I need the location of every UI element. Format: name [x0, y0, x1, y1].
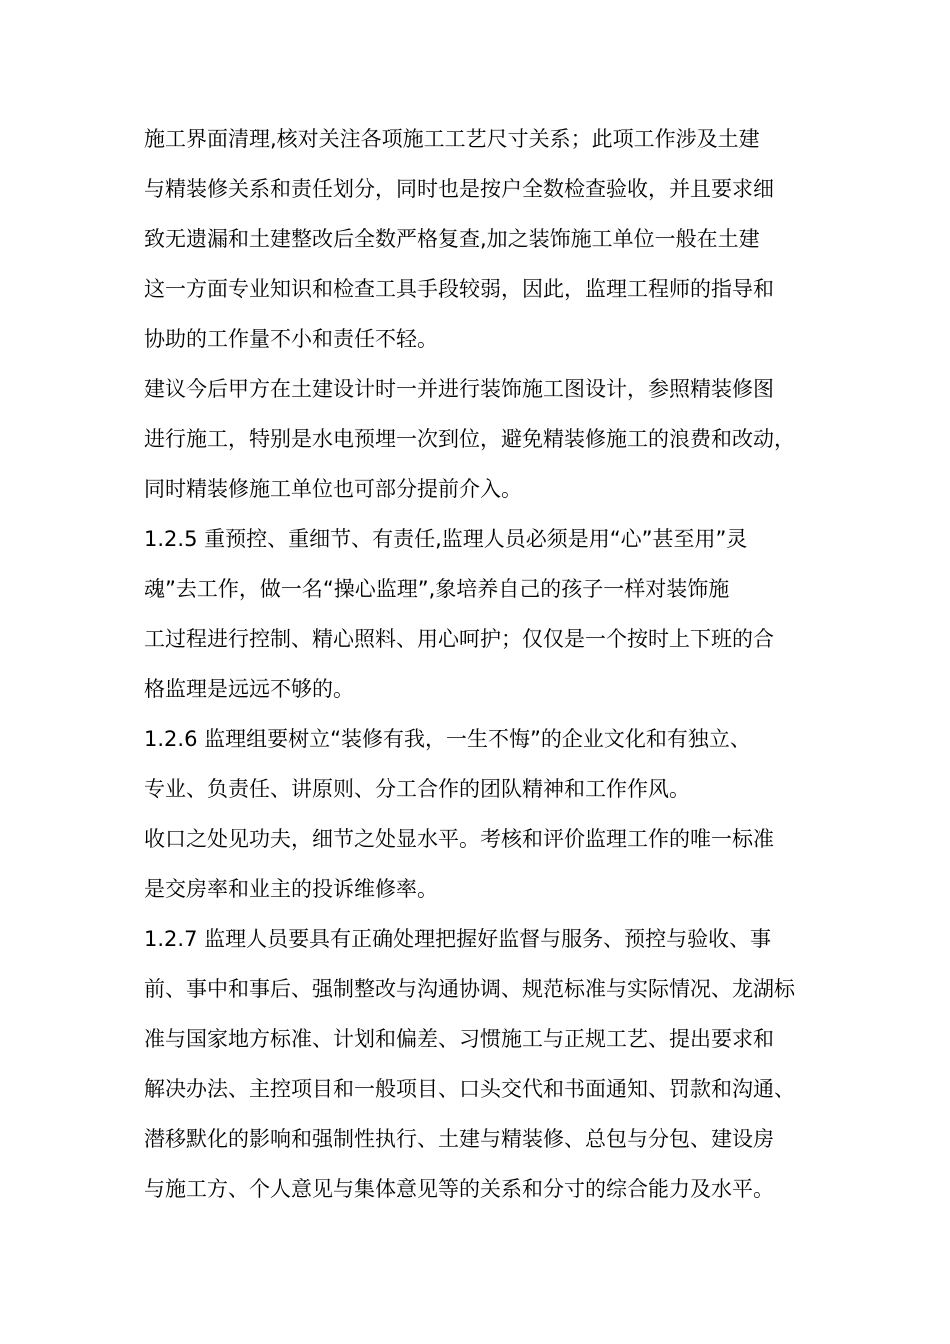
text-line: 专业、负责任、讲原则、分工合作的团队精神和工作作风。	[144, 777, 690, 801]
text-line: 致无遗漏和土建整改后全数严格复查,加之装饰施工单位一般在土建	[144, 227, 760, 251]
text-line: 前、事中和事后、强制整改与沟通协调、规范标准与实际情况、龙湖标	[144, 977, 795, 1001]
text-line: 工过程进行控制、精心照料、用心呵护；仅仅是一个按时上下班的合	[144, 627, 774, 651]
text-line: 解决办法、主控项目和一般项目、口头交代和书面通知、罚款和沟通、	[144, 1077, 795, 1101]
text-line: 是交房率和业主的投诉维修率。	[144, 877, 438, 901]
text-line: 1.2.6 监理组要树立“装修有我，一生不悔”的企业文化和有独立、	[144, 727, 751, 751]
text-line: 与施工方、个人意见与集体意见等的关系和分寸的综合能力及水平。	[144, 1177, 774, 1201]
text-line: 格监理是远远不够的。	[144, 677, 354, 701]
text-line: 1.2.7 监理人员要具有正确处理把握好监督与服务、预控与验收、事	[144, 927, 772, 951]
text-line: 潜移默化的影响和强制性执行、土建与精装修、总包与分包、建设房	[144, 1127, 774, 1151]
text-line: 协助的工作量不小和责任不轻。	[144, 327, 438, 351]
text-line: 准与国家地方标准、计划和偏差、习惯施工与正规工艺、提出要求和	[144, 1027, 774, 1051]
text-line: 同时精装修施工单位也可部分提前介入。	[144, 477, 522, 501]
text-line: 1.2.5 重预控、重细节、有责任,监理人员必须是用“心”甚至用”灵	[144, 527, 748, 551]
text-line: 施工界面清理,核对关注各项施工工艺尺寸关系；此项工作涉及土建	[144, 127, 760, 151]
text-line: 这一方面专业知识和检查工具手段较弱，因此，监理工程师的指导和	[144, 277, 774, 301]
text-line: 与精装修关系和责任划分，同时也是按户全数检查验收，并且要求细	[144, 177, 774, 201]
text-line: 收口之处见功夫，细节之处显水平。考核和评价监理工作的唯一标准	[144, 827, 774, 851]
text-line: 建议今后甲方在土建设计时一并进行装饰施工图设计，参照精装修图	[144, 377, 774, 401]
text-line: 进行施工，特别是水电预埋一次到位，避免精装修施工的浪费和改动，	[144, 427, 795, 451]
text-line: 魂”去工作，做一名“操心监理”,象培养自己的孩子一样对装饰施	[144, 577, 730, 601]
